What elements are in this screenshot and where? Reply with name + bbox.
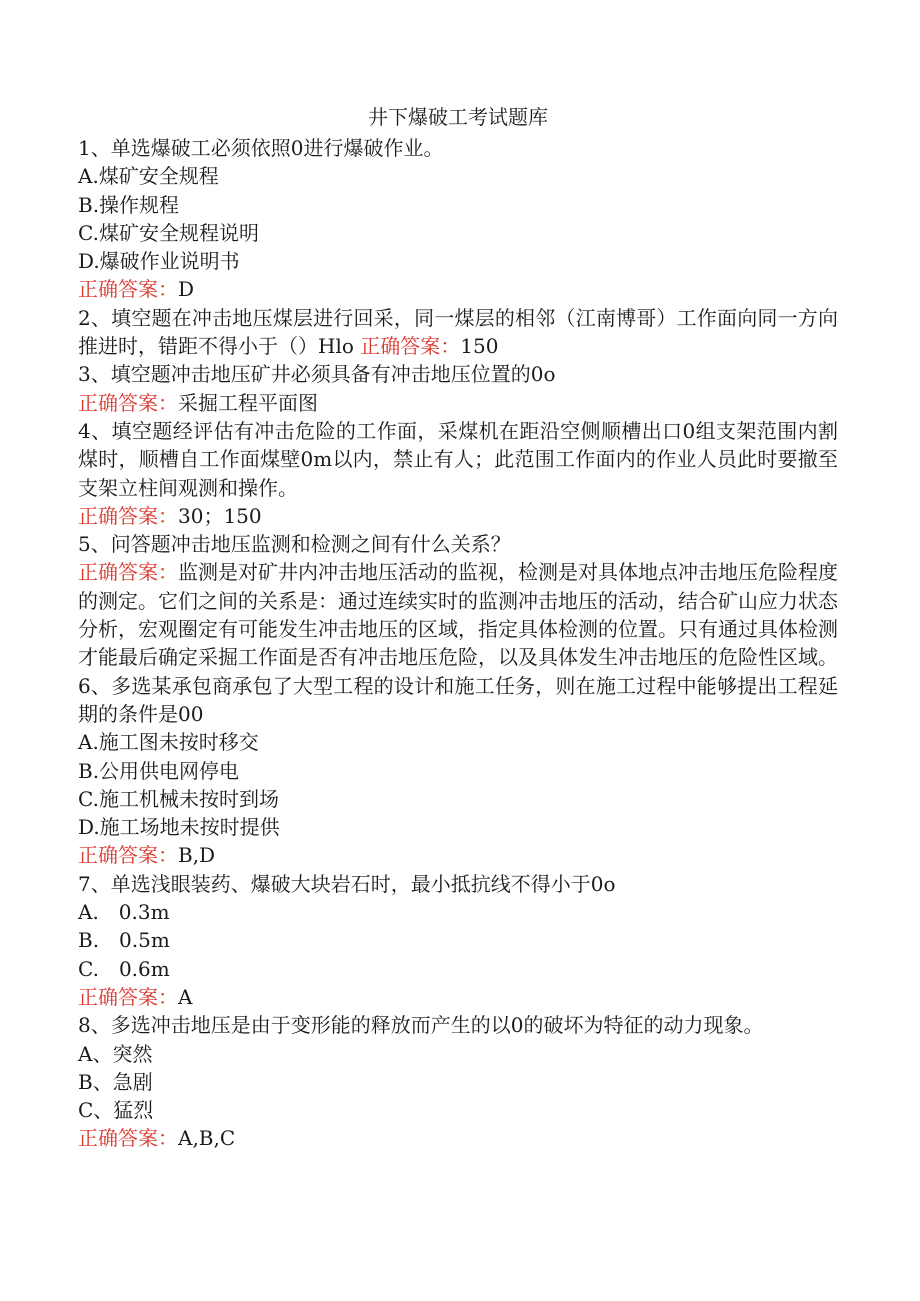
question-stem: 4、填空题经评估有冲击危险的工作面，采煤机在距沿空侧顺槽出口0组支架范围内割煤时，顺槽自工作面煤壁0m以内，禁止有人；此范围工作面内的作业人员此时要撤至支架立柱间观测和操作。 (78, 418, 838, 500)
option-b: B.操作规程 (78, 192, 180, 217)
answer-label: 正确答案： (78, 277, 178, 302)
answer-label: 正确答案： (78, 560, 178, 585)
question-1 (78, 134, 838, 304)
answer-label: 正确答案： (78, 984, 178, 1009)
option-a: A. 0.3m (78, 900, 170, 925)
option-b: B. 0.5m (78, 928, 170, 953)
question-stem-with-answer (78, 304, 838, 361)
answer-value: 150 (460, 334, 499, 359)
answer-label: 正确答案： (360, 334, 461, 359)
answer-line (78, 275, 838, 303)
answer-label: 正确答案： (78, 1126, 178, 1151)
document-page (78, 100, 838, 1153)
option-c: C、猛烈 (78, 1098, 154, 1123)
question-7 (78, 870, 838, 1011)
option-b: B.公用供电网停电 (78, 758, 240, 783)
answer-line (78, 983, 838, 1011)
answer-line (78, 841, 838, 869)
question-stem: 5、问答题冲击地压监测和检测之间有什么关系？ (78, 532, 511, 557)
answer-value: 监测是对矿井内冲击地压活动的监视，检测是对具体地点冲击地压危险程度的测定。它们之间的关系是：通过连续实时的监测冲击地压的活动，结合矿山应力状态分析，宏观圈定有可能发生冲击地压的区域，指定具体检测的位置。只有通过具体检测才能最后确定采掘工作面是否有冲击地压危险，以及具体发生冲击地压的危险性区域。 (78, 560, 838, 670)
answer-value: A (178, 984, 193, 1009)
answer-line (78, 389, 838, 417)
option-d: D.爆破作业说明书 (78, 249, 240, 274)
question-stem: 2、填空题在冲击地压煤层进行回采，同一煤层的相邻（江南博哥）工作面向同一方向推进时，错距不得小于（）Hlo (78, 305, 838, 359)
answer-value: B,D (178, 843, 216, 868)
question-4 (78, 417, 838, 530)
option-d: D.施工场地未按时提供 (78, 815, 280, 840)
answer-value: 采掘工程平面图 (178, 390, 318, 415)
answer-line (78, 1124, 838, 1152)
answer-value: 30；150 (178, 503, 262, 528)
answer-value: A,B,C (178, 1126, 236, 1151)
question-stem: 7、单选浅眼装药、爆破大块岩石时，最小抵抗线不得小于0o (78, 871, 616, 896)
option-b: B、急剧 (78, 1069, 153, 1094)
option-a: A.施工图未按时移交 (78, 730, 259, 755)
question-5 (78, 530, 838, 671)
option-c: C. 0.6m (78, 956, 170, 981)
answer-label: 正确答案： (78, 390, 178, 415)
question-3 (78, 360, 838, 417)
answer-line (78, 558, 838, 671)
answer-value: D (178, 277, 195, 302)
option-a: A、突然 (78, 1041, 153, 1066)
question-2 (78, 304, 838, 361)
question-stem: 8、多选冲击地压是由于变形能的释放而产生的以0的破坏为特征的动力现象。 (78, 1013, 764, 1038)
option-c: C.施工机械未按时到场 (78, 786, 279, 811)
question-6 (78, 672, 838, 870)
question-stem: 6、多选某承包商承包了大型工程的设计和施工任务，则在施工过程中能够提出工程延期的条件是00 (78, 673, 838, 726)
question-stem: 3、填空题冲击地压矿井必须具备有冲击地压位置的0o (78, 362, 556, 387)
answer-line (78, 502, 838, 530)
option-a: A.煤矿安全规程 (78, 164, 219, 189)
answer-label: 正确答案： (78, 503, 178, 528)
question-stem: 1、单选爆破工必须依照0进行爆破作业。 (78, 136, 444, 160)
question-8 (78, 1011, 838, 1152)
option-c: C.煤矿安全规程说明 (78, 220, 259, 245)
document-title: 井下爆破工考试题库 (368, 105, 548, 129)
answer-label: 正确答案： (78, 843, 178, 868)
